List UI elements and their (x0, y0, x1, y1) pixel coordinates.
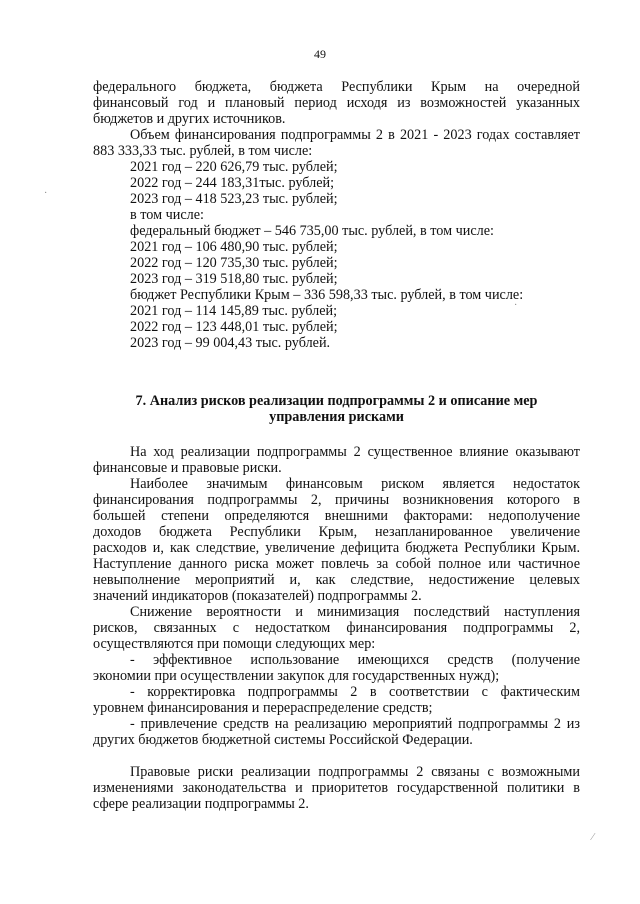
section-heading (93, 393, 580, 425)
text-line: 2022 год – 123 448,01 тыс. рублей; (130, 319, 338, 335)
text-line: 2022 год – 244 183,31тыс. рублей; (130, 175, 335, 191)
text-line: - эффективное использование имеющихся средств (получение (130, 652, 580, 668)
text-line: 2023 год – 99 004,43 тыс. рублей. (130, 335, 331, 351)
text-line: 2022 год – 120 735,30 тыс. рублей; (130, 255, 338, 271)
text-line: невыполнение мероприятий и, как следствие, недостижение целевых (93, 572, 580, 588)
text-line: На ход реализации подпрограммы 2 существенное влияние оказывают (130, 444, 580, 460)
section-heading-line: 7. Анализ рисков реализации подпрограммы 2 и описание мер (135, 393, 538, 409)
text-line: Снижение вероятности и минимизация последствий наступления (130, 604, 580, 620)
text-line: уровнем финансирования и перераспределение средств; (93, 700, 433, 716)
section-heading-line: управления рисками (269, 409, 404, 426)
text-line: 2023 год – 319 518,80 тыс. рублей; (130, 271, 338, 287)
text-line: 2021 год – 106 480,90 тыс. рублей; (130, 239, 338, 255)
text-line: 2021 год – 114 145,89 тыс. рублей; (130, 303, 338, 319)
text-line: - корректировка подпрограммы 2 в соответствии с фактическим (130, 684, 580, 700)
page-number: 49 (314, 47, 326, 61)
scan-mark: ⁄ (592, 832, 594, 843)
text-line: Наиболее значимым финансовым риском является недостаток (130, 476, 580, 492)
text-line: экономии при осуществлении закупок для государственных нужд); (93, 668, 500, 684)
text-line: сфере реализации подпрограммы 2. (93, 796, 309, 812)
text-line: Наступление данного риска может повлечь за собой полное или частичное (93, 556, 580, 572)
text-line: рисков, связанных с недостатком финансирования подпрограммы 2, (93, 620, 580, 636)
text-line: - привлечение средств на реализацию мероприятий подпрограммы 2 из (130, 716, 580, 732)
text-line: финансовые и правовые риски. (93, 460, 282, 476)
text-line: изменениями законодательства и приоритетов государственной политики в (93, 780, 580, 796)
scan-mark: · (514, 300, 518, 311)
text-line: бюджетов и других источников. (93, 111, 286, 127)
text-line: Правовые риски реализации подпрограммы 2 связаны с возможными (130, 764, 580, 780)
scan-mark: · (44, 188, 48, 199)
text-line: финансирования подпрограммы 2, причины возникновения которого в (93, 492, 580, 508)
text-line: финансовый год и плановый период исходя из возможностей указанных (93, 95, 580, 111)
text-line: федеральный бюджет – 546 735,00 тыс. рублей, в том числе: (130, 223, 494, 239)
text-line: в том числе: (130, 207, 204, 223)
text-line: других бюджетов бюджетной системы Российской Федерации. (93, 732, 473, 748)
text-line: осуществляются при помощи следующих мер: (93, 636, 376, 652)
text-line: Объем финансирования подпрограммы 2 в 2021 - 2023 годах составляет (130, 127, 580, 143)
text-line: расходов и, как следствие, увеличение дефицита бюджета Республики Крым. (93, 540, 580, 556)
text-line: 2021 год – 220 626,79 тыс. рублей; (130, 159, 338, 175)
text-line: 2023 год – 418 523,23 тыс. рублей; (130, 191, 338, 207)
text-line: 883 333,33 тыс. рублей, в том числе: (93, 143, 313, 159)
text-line: доходов бюджета Республики Крым, незапланированное увеличение (93, 524, 580, 540)
text-line: бюджет Республики Крым – 336 598,33 тыс. рублей, в том числе: (130, 287, 524, 303)
text-line: федерального бюджета, бюджета Республики Крым на очередной (93, 79, 580, 95)
text-line: большей степени определяются внешними факторами: недополучение (93, 508, 580, 524)
text-line: значений индикаторов (показателей) подпрограммы 2. (93, 588, 422, 604)
